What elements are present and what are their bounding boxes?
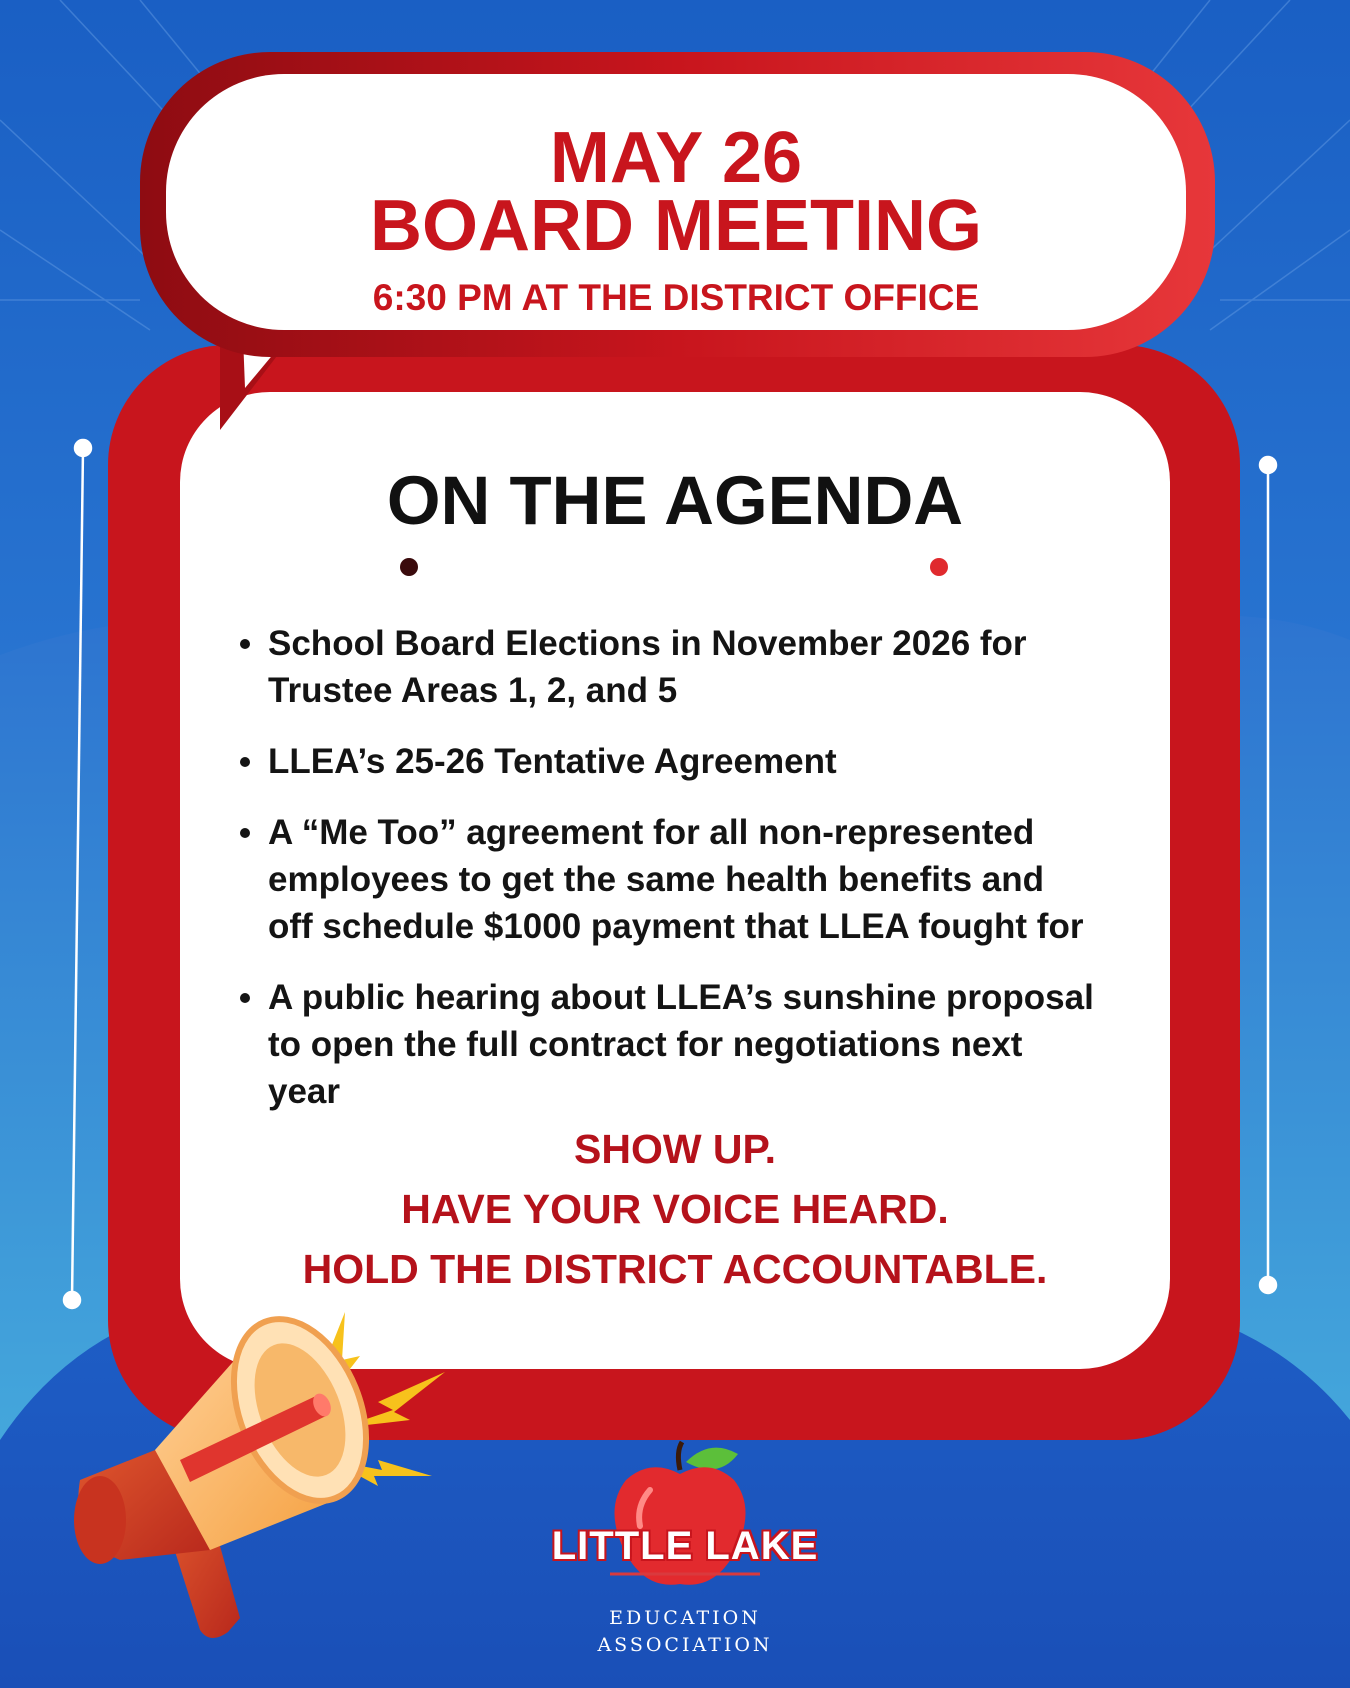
agenda-item-line: year — [268, 1072, 341, 1111]
cta-show-up: SHOW UP. — [574, 1126, 776, 1172]
logo-subtitle-2: ASSOCIATION — [597, 1634, 773, 1656]
agenda-item — [232, 809, 1152, 950]
logo-subtitle-1: EDUCATION — [609, 1607, 761, 1629]
cta-accountable: HOLD THE DISTRICT ACCOUNTABLE. — [302, 1246, 1048, 1292]
agenda-item-line: Trustee Areas 1, 2, and 5 — [268, 671, 678, 710]
agenda-item-line: LLEA’s 25-26 Tentative Agreement — [268, 742, 837, 781]
agenda-list — [232, 620, 1152, 1139]
cta-voice: HAVE YOUR VOICE HEARD. — [401, 1186, 949, 1232]
agenda-item — [232, 738, 1152, 785]
agenda-item — [232, 620, 1152, 714]
bullet-icon — [240, 639, 250, 649]
megaphone-icon — [60, 1300, 460, 1640]
bullet-icon — [240, 757, 250, 767]
bullet-icon — [240, 828, 250, 838]
agenda-item-line: School Board Elections in November 2026 for — [268, 624, 1027, 663]
agenda-item-line: to open the full contract for negotiations next — [268, 1025, 1023, 1064]
heading-divider — [395, 553, 955, 583]
agenda-item-line: off schedule $1000 payment that LLEA fought for — [268, 907, 1084, 946]
event-time-location: 6:30 PM AT THE DISTRICT OFFICE — [372, 277, 980, 318]
agenda-heading: ON THE AGENDA — [386, 462, 964, 539]
agenda-item — [232, 974, 1152, 1115]
agenda-item-line: A “Me Too” agreement for all non-represented — [268, 813, 1035, 852]
logo-underline — [610, 1570, 760, 1578]
event-date: MAY 26 — [549, 118, 803, 198]
bullet-icon — [240, 993, 250, 1003]
logo-name: LITTLE LAKE — [551, 1524, 819, 1568]
agenda-item-line: A public hearing about LLEA’s sunshine proposal — [268, 978, 1094, 1017]
agenda-item-line: employees to get the same health benefits and — [268, 860, 1045, 899]
event-title: BOARD MEETING — [370, 186, 982, 266]
